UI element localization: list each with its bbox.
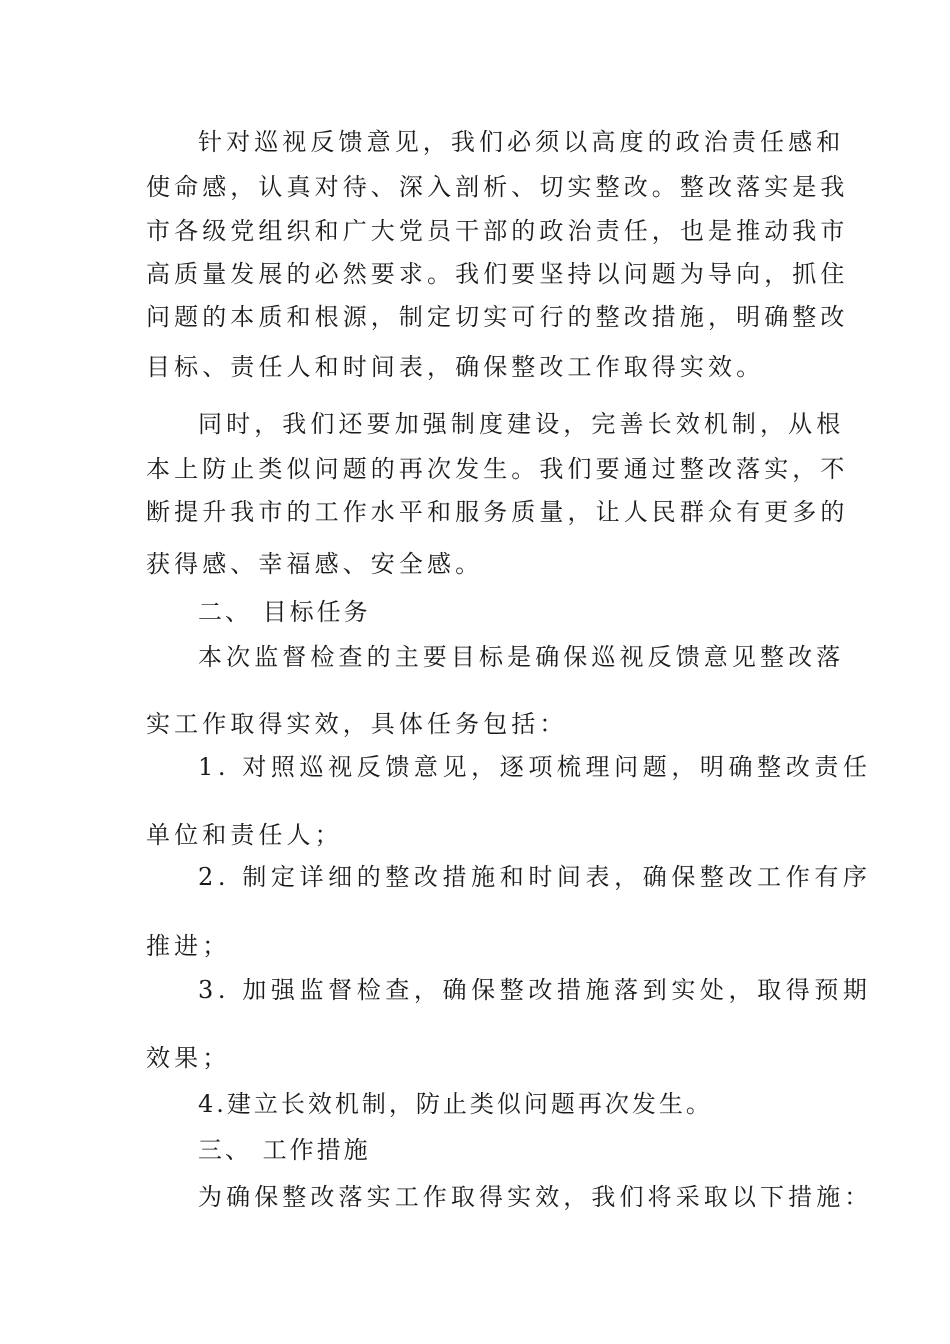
- paragraph-3-line-1: 本次监督检查的主要目标是确保巡视反馈意见整改落: [198, 643, 845, 671]
- task-item-1-line-1: 1. 对照巡视反馈意见，逐项梳理问题，明确整改责任: [198, 753, 872, 781]
- task-item-2-line-1: 2. 制定详细的整改措施和时间表，确保整改工作有序: [198, 863, 872, 891]
- task-item-3-line-2: 效果；: [146, 1044, 231, 1072]
- task-item-1-line-2: 单位和责任人；: [146, 821, 343, 849]
- paragraph-2-line-4: 获得感、幸福感、安全感。: [146, 550, 484, 578]
- paragraph-3-line-2: 实工作取得实效，具体任务包括：: [146, 710, 568, 738]
- section-heading-goals: 二、 目标任务: [198, 598, 371, 626]
- paragraph-1-line-4: 高质量发展的必然要求。我们要坚持以问题为导向，抓住: [146, 260, 849, 288]
- paragraph-4-line-1: 为确保整改落实工作取得实效，我们将采取以下措施：: [198, 1183, 873, 1211]
- paragraph-1-line-5: 问题的本质和根源，制定切实可行的整改措施，明确整改: [146, 303, 849, 331]
- task-item-4: 4.建立长效机制，防止类似问题再次发生。: [198, 1090, 713, 1118]
- paragraph-1-line-3: 市各级党组织和广大党员干部的政治责任，也是推动我市: [146, 217, 849, 245]
- paragraph-1-line-1: 针对巡视反馈意见，我们必须以高度的政治责任感和: [198, 128, 845, 156]
- paragraph-1-line-6: 目标、责任人和时间表，确保整改工作取得实效。: [146, 353, 765, 381]
- section-heading-measures: 三、 工作措施: [198, 1136, 371, 1164]
- paragraph-1-line-2: 使命感，认真对待、深入剖析、切实整改。整改落实是我: [146, 173, 849, 201]
- paragraph-2-line-3: 断提升我市的工作水平和服务质量，让人民群众有更多的: [146, 498, 849, 526]
- paragraph-2-line-1: 同时，我们还要加强制度建设，完善长效机制，从根: [198, 410, 845, 438]
- task-item-2-line-2: 推进；: [146, 932, 231, 960]
- task-item-3-line-1: 3. 加强监督检查，确保整改措施落到实处，取得预期: [198, 976, 872, 1004]
- paragraph-2-line-2: 本上防止类似问题的再次发生。我们要通过整改落实，不: [146, 455, 849, 483]
